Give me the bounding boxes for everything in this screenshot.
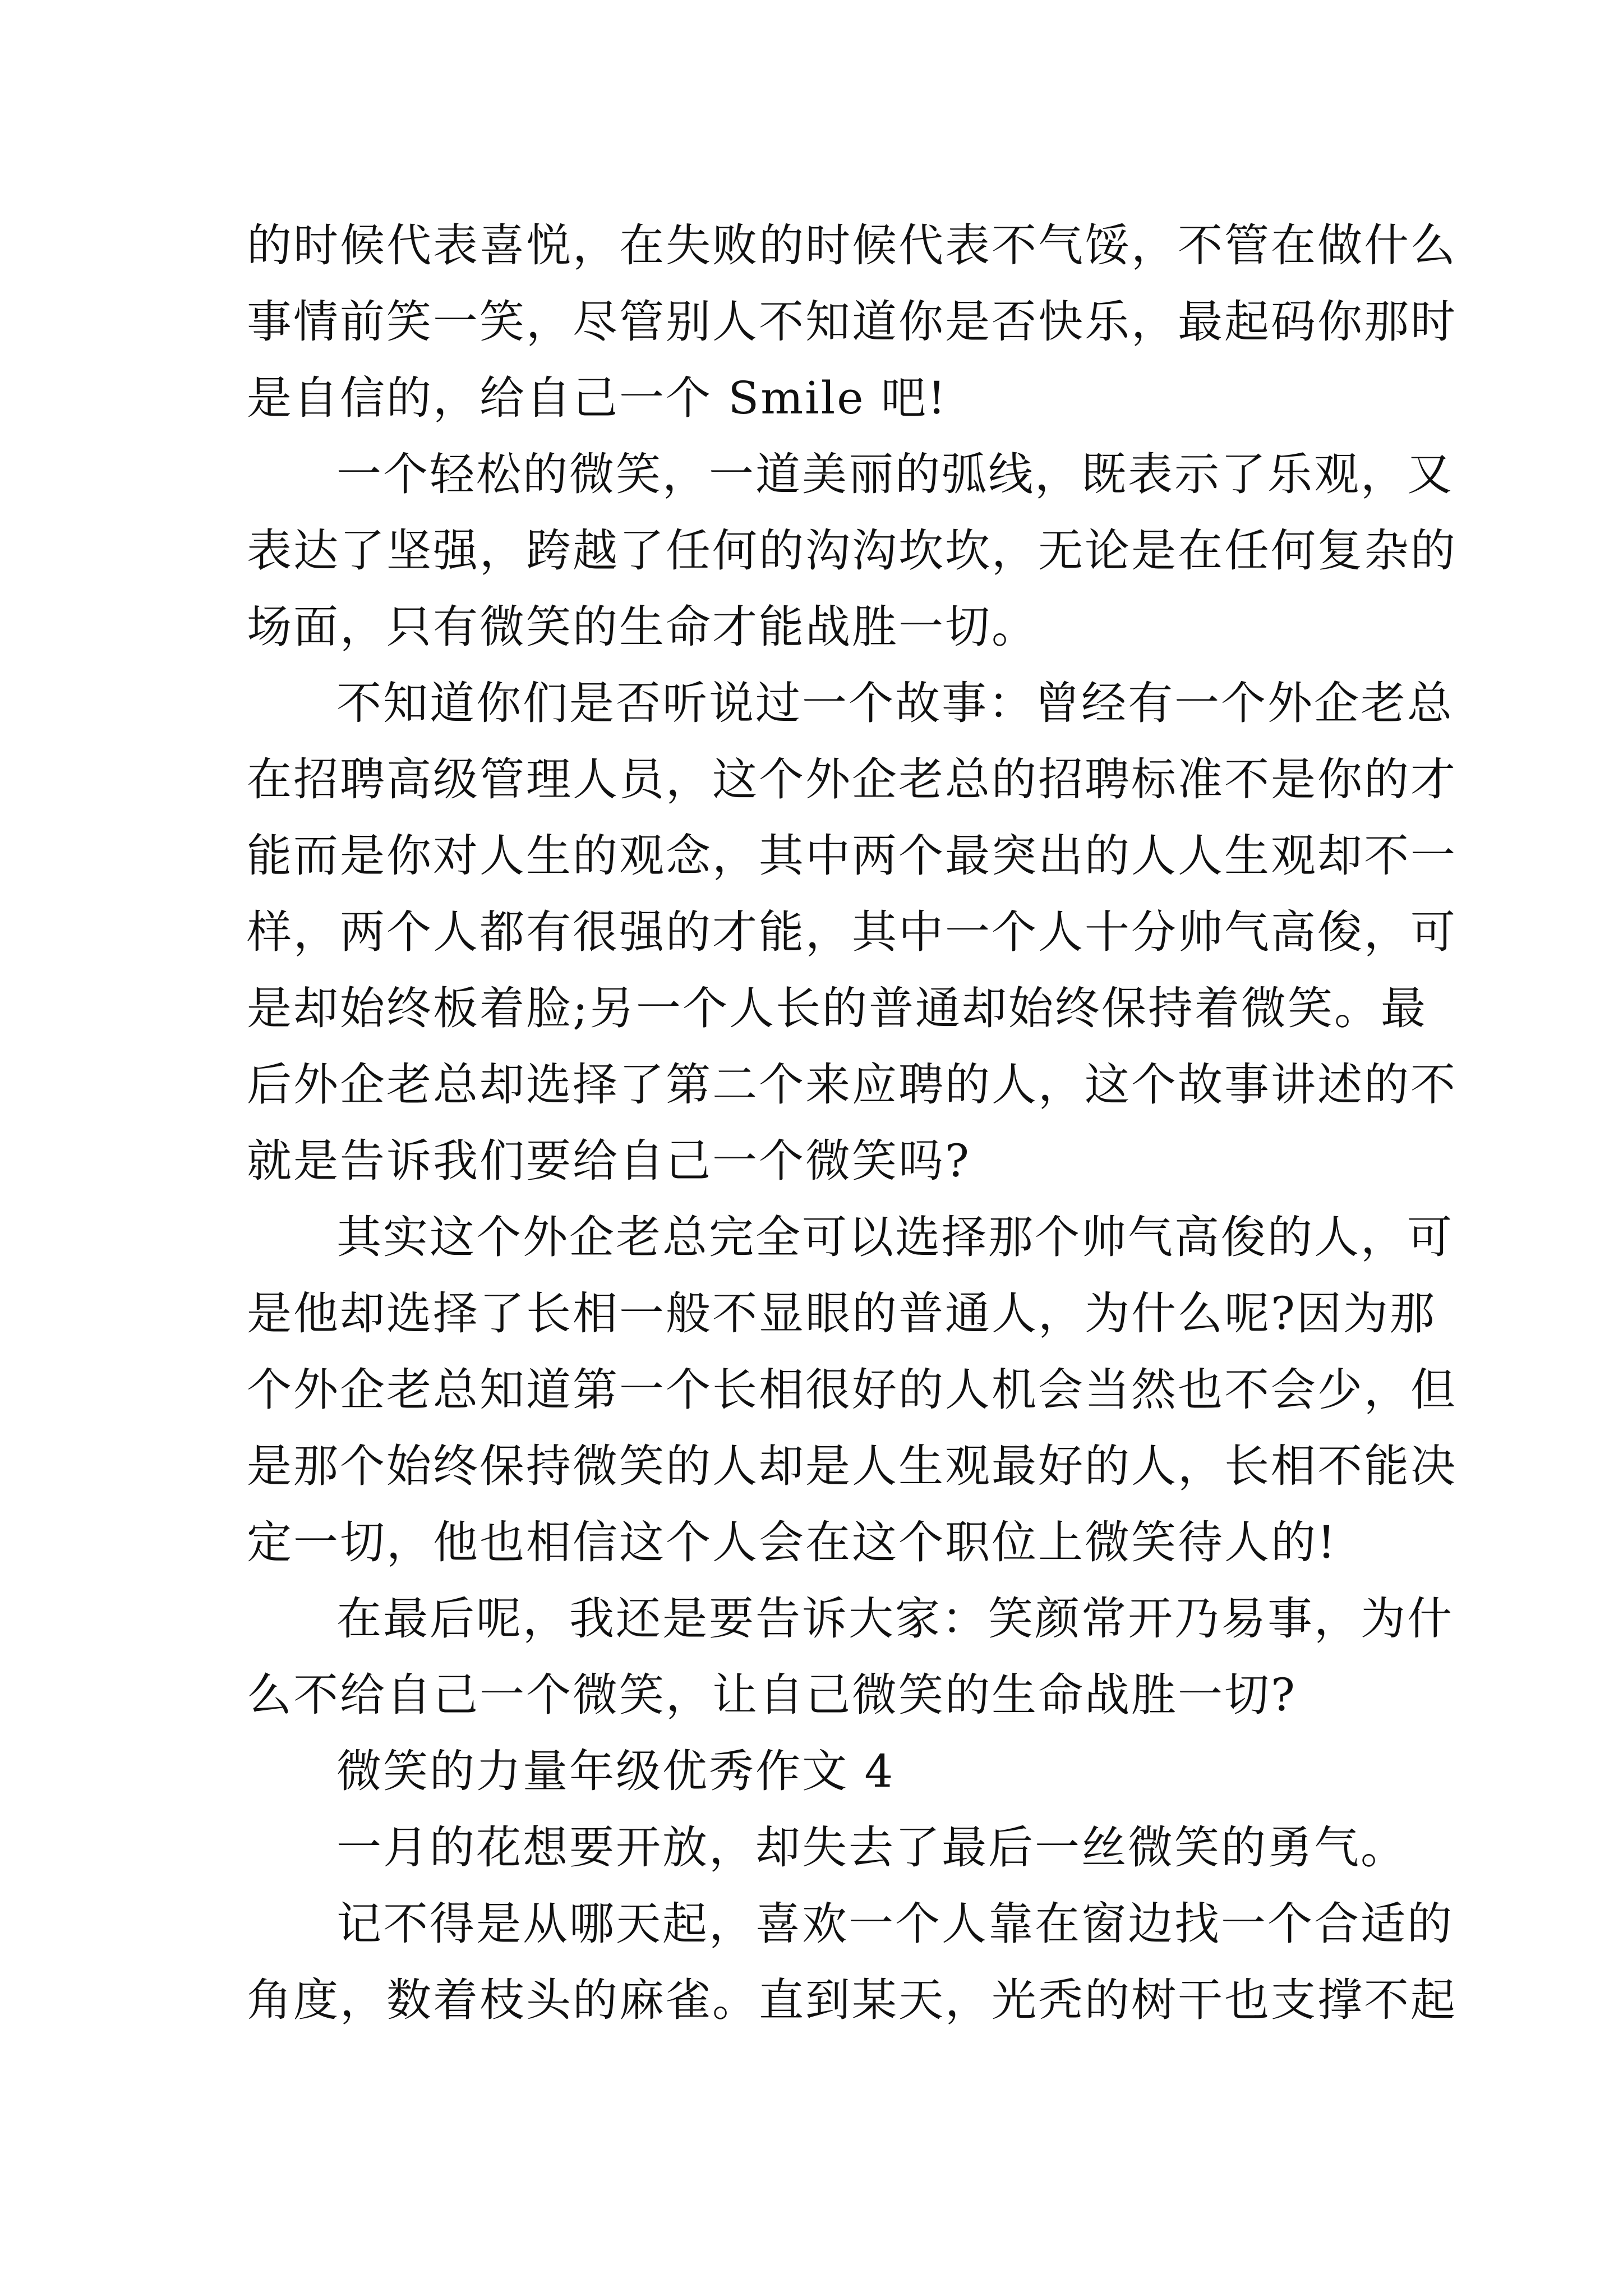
text-line: 不知道你们是否听说过一个故事：曾经有一个外企老总 xyxy=(336,677,1454,729)
text-line: 其实这个外企老总完全可以选择那个帅气高俊的人，可 xyxy=(336,1211,1454,1263)
text-line: 事情前笑一笑，尽管别人不知道你是否快乐，最起码你那时 xyxy=(247,296,1457,348)
text-line: 个外企老总知道第一个长相很好的人机会当然也不会少，但 xyxy=(247,1364,1457,1416)
text-line: 是自信的，给自己一个 Smile 吧! xyxy=(247,372,948,424)
text-line: 角度，数着枝头的麻雀。直到某天，光秃的树干也支撑不起 xyxy=(247,1974,1457,2026)
text-line: 在招聘高级管理人员，这个外企老总的招聘标准不是你的才 xyxy=(247,753,1457,806)
document-body-text xyxy=(247,208,1457,2039)
text-line: 一月的花想要开放，却失去了最后一丝微笑的勇气。 xyxy=(336,1821,1407,1874)
text-line: 么不给自己一个微笑，让自己微笑的生命战胜一切? xyxy=(247,1669,1297,1721)
text-line: 是却始终板着脸;另一个人长的普通却始终保持着微笑。最 xyxy=(247,982,1427,1034)
text-line: 表达了坚强，跨越了任何的沟沟坎坎，无论是在任何复杂的 xyxy=(247,524,1457,577)
text-line: 样，两个人都有很强的才能，其中一个人十分帅气高俊，可 xyxy=(247,906,1457,958)
text-line: 场面，只有微笑的生命才能战胜一切。 xyxy=(247,601,1038,653)
text-line: 是他却选择了长相一般不显眼的普通人，为什么呢?因为那 xyxy=(247,1287,1436,1340)
text-line: 的时候代表喜悦，在失败的时候代表不气馁，不管在做什么 xyxy=(247,219,1457,272)
text-line: 定一切，他也相信这个人会在这个职位上微笑待人的! xyxy=(247,1516,1338,1568)
text-line: 在最后呢，我还是要告诉大家：笑颜常开乃易事，为什 xyxy=(336,1593,1454,1645)
text-line: 就是告诉我们要给自己一个微笑吗? xyxy=(247,1135,971,1187)
text-line: 记不得是从哪天起，喜欢一个人靠在窗边找一个合适的 xyxy=(336,1898,1454,1950)
text-line: 微笑的力量年级优秀作文 4 xyxy=(336,1745,895,1797)
text-line: 能而是你对人生的观念，其中两个最突出的人人生观却不一 xyxy=(247,830,1457,882)
text-line: 后外企老总却选择了第二个来应聘的人，这个故事讲述的不 xyxy=(247,1059,1457,1111)
text-line: 一个轻松的微笑，一道美丽的弧线，既表示了乐观，又 xyxy=(336,448,1454,500)
text-line: 是那个始终保持微笑的人却是人生观最好的人，长相不能决 xyxy=(247,1440,1457,1492)
